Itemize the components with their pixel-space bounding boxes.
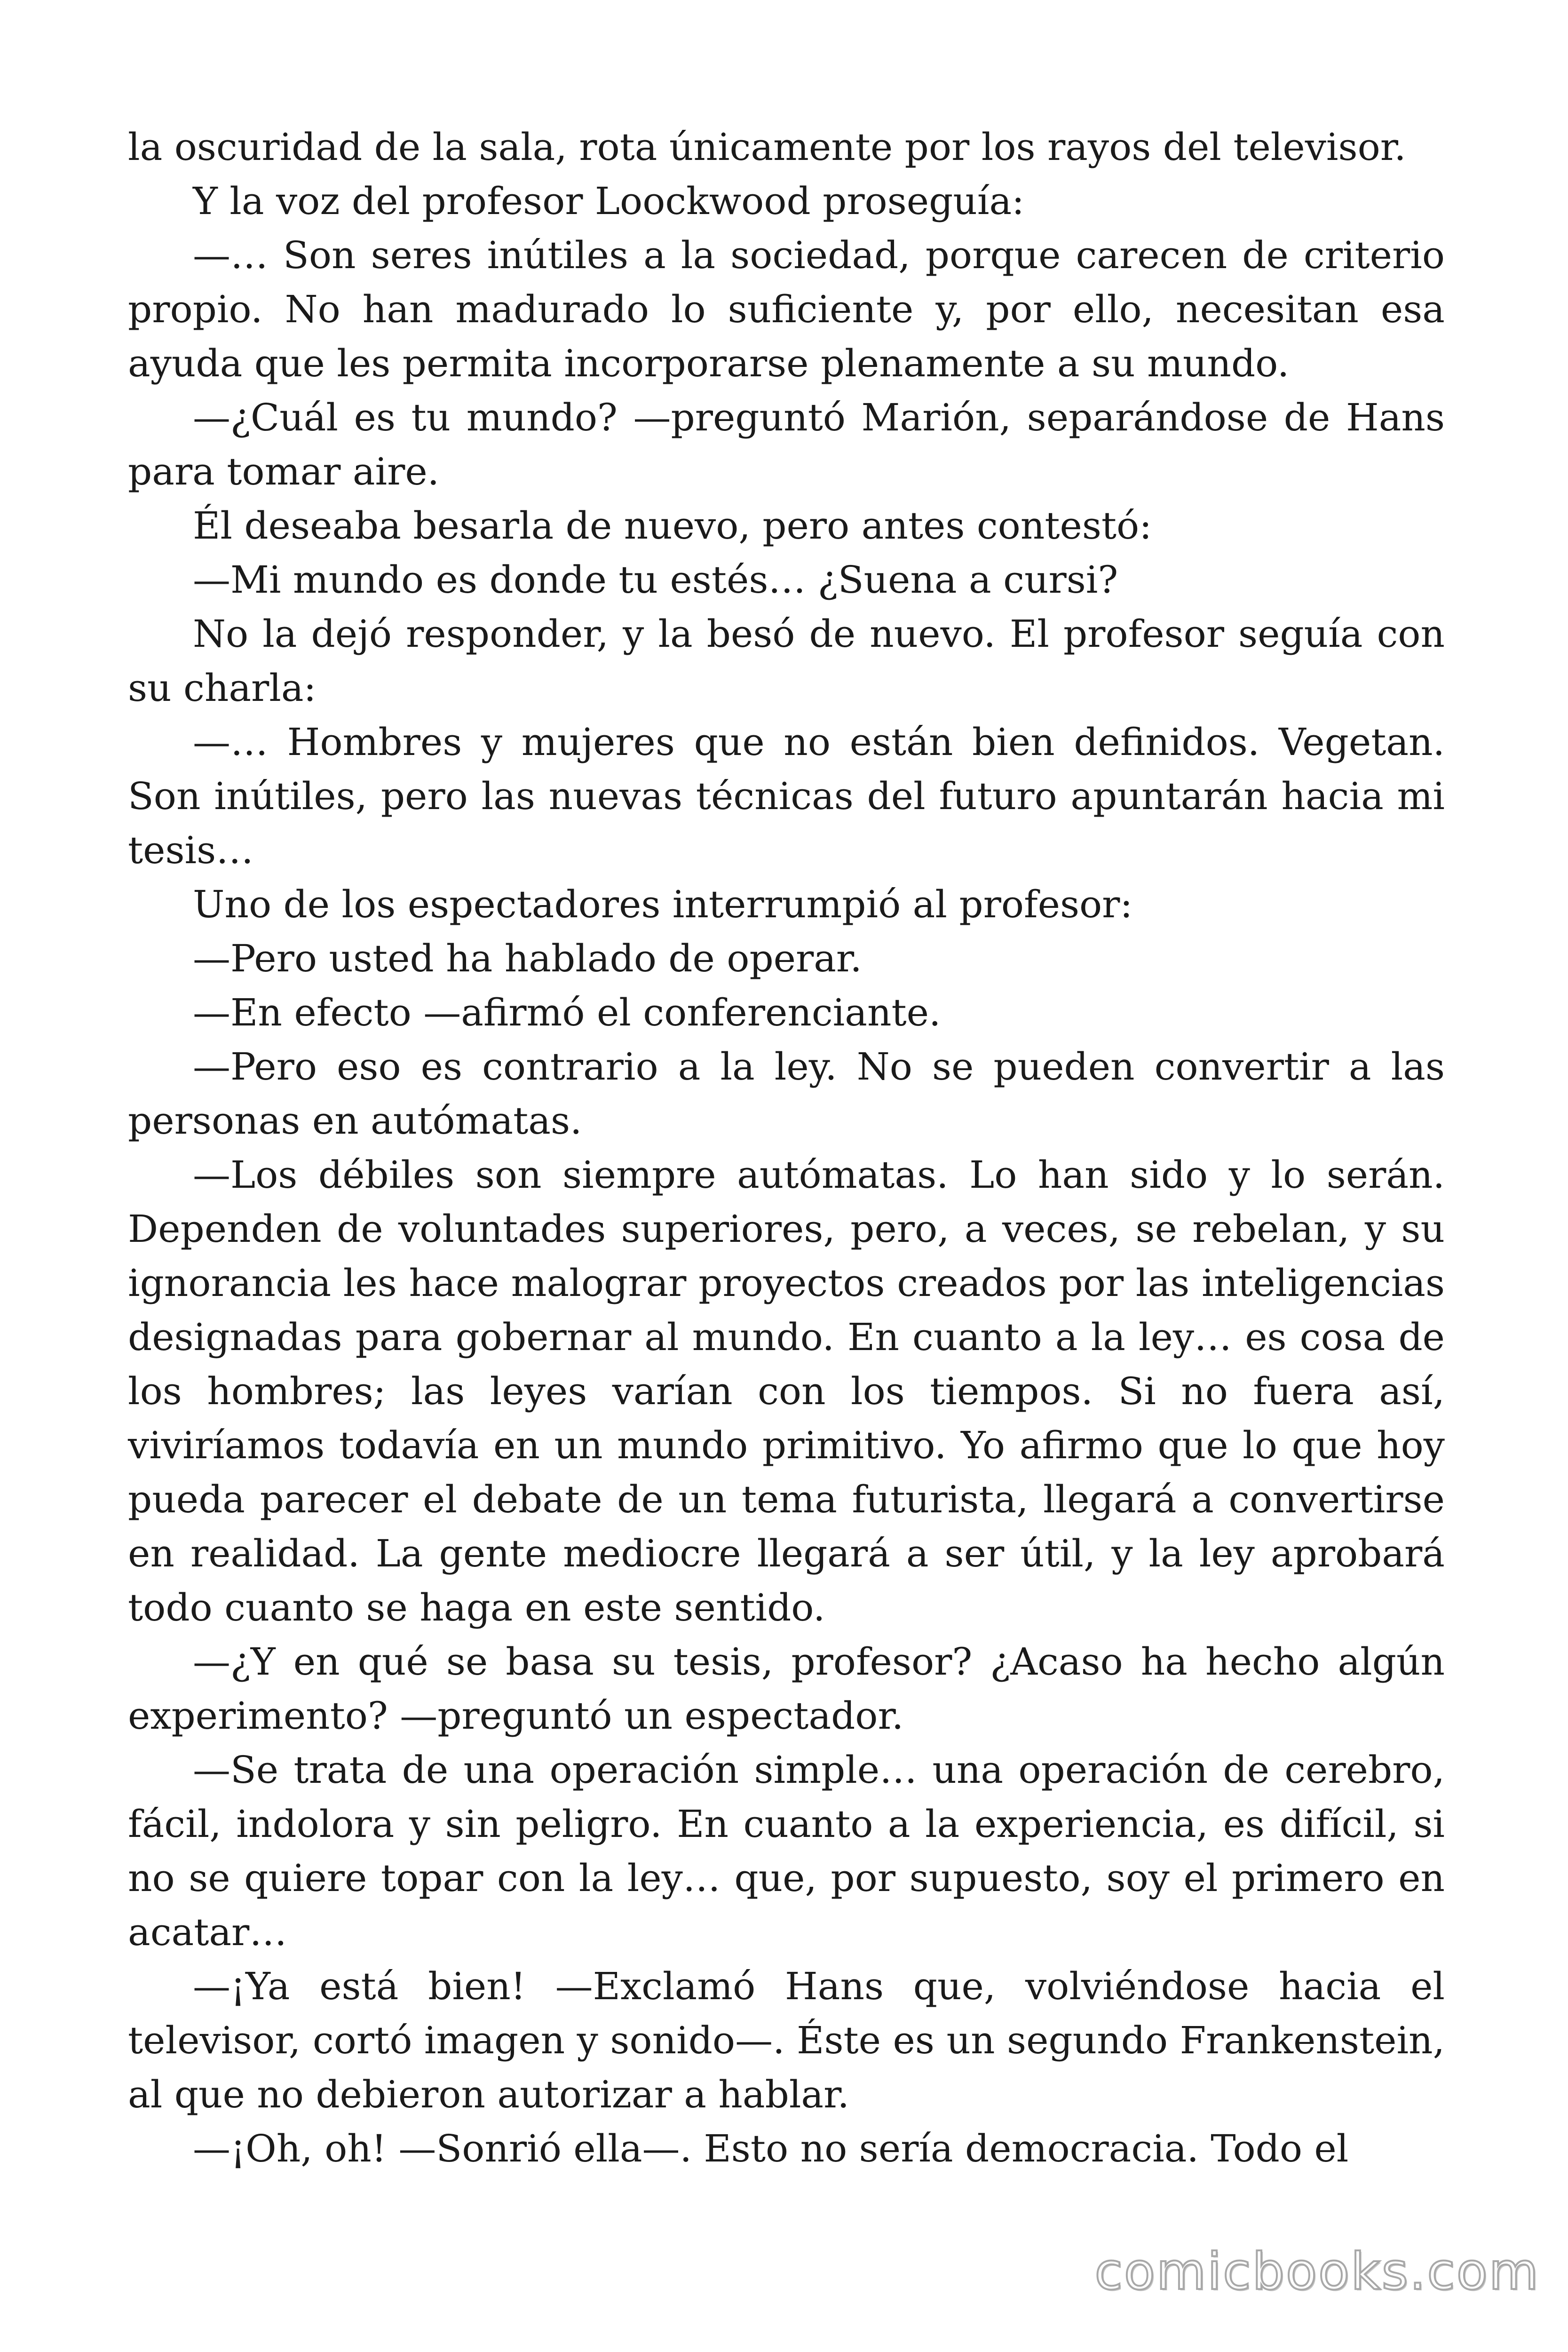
page-text (128, 120, 1445, 2176)
paragraph: —Los débiles son siempre autómatas. Lo han sido y lo serán. Dependen de voluntades superiores, pero, a veces, se rebelan, y su ignorancia les hace malograr proyectos creados por las inteligencias designadas para gobernar al mundo. En cuanto a la ley… es cosa de los hombres; las leyes varían con los tiempos. Si no fuera así, viviríamos todavía en un mundo primitivo. Yo afirmo que lo que hoy pueda parecer el debate de un tema futurista, llegará a convertirse en realidad. La gente mediocre llegará a ser útil, y la ley aprobará todo cuanto se haga en este sentido. (128, 1153, 1445, 1629)
paragraph: —¿Y en qué se basa su tesis, profesor? ¿Acaso ha hecho algún experimento? —preguntó un espectador. (128, 1640, 1445, 1738)
paragraph: —En efecto —afirmó el conferenciante. (193, 991, 941, 1034)
paragraph: Uno de los espectadores interrumpió al profesor: (193, 882, 1133, 926)
paragraph: Él deseaba besarla de nuevo, pero antes contestó: (193, 504, 1152, 548)
paragraph: —Se trata de una operación simple… una operación de cerebro, fácil, indolora y sin peligro. En cuanto a la experiencia, es difícil, si no se quiere topar con la ley… que, por supuesto, soy el primero en acatar… (128, 1748, 1445, 1954)
paragraph: —Mi mundo es donde tu estés… ¿Suena a cursi? (193, 558, 1118, 602)
paragraph: —… Hombres y mujeres que no están bien definidos. Vegetan. Son inútiles, pero las nuevas técnicas del futuro apuntarán hacia mi tesis… (128, 720, 1445, 872)
paragraph: —Pero eso es contrario a la ley. No se pueden convertir a las personas en autómatas. (128, 1045, 1445, 1143)
paragraph: —… Son seres inútiles a la sociedad, porque carecen de criterio propio. No han madurado lo suficiente y, por ello, necesitan esa ayuda que les permita incorporarse plenamente a su mundo. (128, 233, 1445, 385)
paragraph: —¿Cuál es tu mundo? —preguntó Marión, separándose de Hans para tomar aire. (128, 396, 1445, 493)
paragraph: —¡Ya está bien! —Exclamó Hans que, volviéndose hacia el televisor, cortó imagen y sonido—. Éste es un segundo Frankenstein, al que no debieron autorizar a hablar. (128, 1964, 1445, 2116)
paragraph: —Pero usted ha hablado de operar. (193, 937, 862, 980)
paragraph: No la dejó responder, y la besó de nuevo. El profesor seguía con su charla: (128, 612, 1445, 710)
paragraph-continuation: la oscuridad de la sala, rota únicamente por los rayos del televisor. (128, 125, 1406, 169)
paragraph: Y la voz del profesor Loockwood proseguía: (193, 179, 1025, 223)
watermark: comicbooks.com (1094, 2242, 1540, 2301)
paragraph: —¡Oh, oh! —Sonrió ella—. Esto no sería democracia. Todo el (193, 2127, 1349, 2170)
